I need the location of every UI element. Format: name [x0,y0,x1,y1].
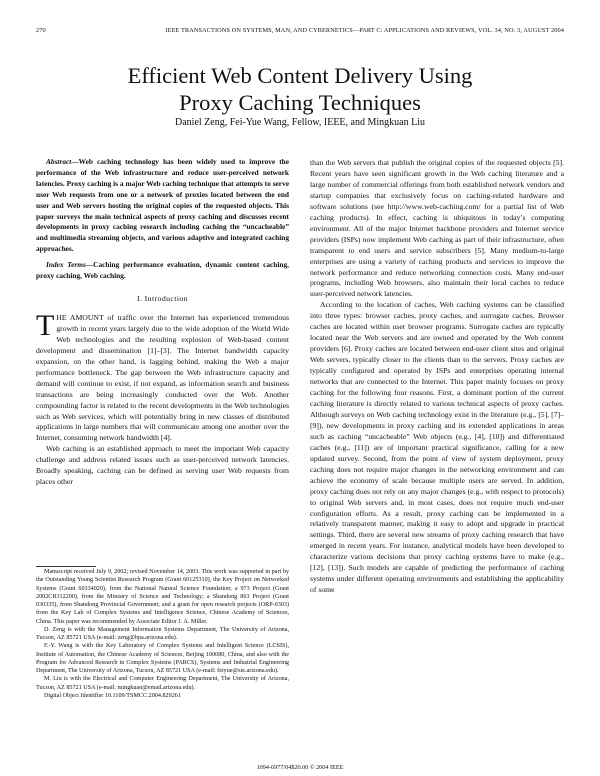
abstract [36,157,289,255]
intro-first-word: HE AMOUNT [56,312,104,322]
intro-paragraph-2: Web caching is an established approach to meet the important Web capacity challenge and address related issues such as user-perceived network latencies. Broadly speaking, caching can be defined as serving user Web requests from places other [36,444,289,487]
index-terms [36,260,289,282]
footnote-author-zeng: D. Zeng is with the Management Information Systems Department, The University of Arizona, Tucson, AZ 85721 USA (e-mail: zeng@bpa.arizona.edu). [36,626,289,641]
left-column [36,157,289,488]
copyright-footer: 1094-6977/04$20.00 © 2004 IEEE [256,764,344,771]
author-line: Daniel Zeng, Fei-Yue Wang, Fellow, IEEE, and Mingkuan Liu [175,117,425,128]
intro-paragraph-1-text: of traffic over the Internet has experienced tremendous growth in recent years largely due to the wide adoption of the World Wide Web technologies and the resulting explosion of Web-based content development and dissemination [1]–[3]. The Internet bandwidth capacity expansion, on the other hand, is lagging behind, making the Web a major performance bottleneck. The gap between the Web infrastructure capacity and demand will continue to exist, if not expand, as information search and business transactions are being increasingly conducted over the Web. Another compounding factor is related to the recent developments in the Web technologies such as Web services, which will potentially bring in new classes of distributed applications in large numbers that will communicate among one another over the Internet, consuming network bandwidth [4]. [36,312,289,443]
page-number: 270 [36,27,46,34]
index-terms-label: Index Terms [46,260,86,270]
paper-title: Efficient Web Content Delivery Using Proxy Caching Techniques [127,63,473,115]
drop-cap: T [36,308,55,342]
journal-running-head: IEEE TRANSACTIONS ON SYSTEMS, MAN, AND CYBERNETICS—PART C: APPLICATIONS AND REVIEWS, VOL. 34, NO. 3, AUGUST 2004 [165,27,564,34]
footnotes [36,568,289,700]
footnote-author-liu: M. Liu is with the Electrical and Computer Engineering Department, The University of Arizona, Tucson, AZ 85721 USA (e-mail: mingkuan@email.arizona.edu). [36,676,289,691]
footnote-doi: Digital Object Identifier 10.1109/TSMCC.2004.829261 [44,692,181,699]
body-paragraph-2: According to the location of caches, Web caching systems can be classified into three types: browser caches, proxy caches, and surrogate caches. Browser caches are located within user browser programs. Surrogate caches are typically located near the Web servers and are owned and operated by the Web content providers [6]. Proxy caches are located between end-user client sites and original Web servers, typically closer to the clients than to the servers. Proxy caches are typically configured and operated by ISPs and enterprises operating internal networks that are connected to the Internet. This paper mainly focuses on proxy caching for the following four reasons. First, a dominant portion of the current caching literature is directly related to various technical aspects of proxy caches. Although surveys on Web caching technology exist in the literature (e.g., [5], [7]–[9]), new developments in proxy caching and its extended applications in areas such as caching “uncacheable” Web objects (e.g., [4], [10]) and differentiated caches (e.g., [11]) are of important practical significance, calling for a new updated survey. Second, from the point of view of system deployment, proxy caching does not require major changes in the networking environment and can achieve the economy of scale because multiple users are served. In addition, proxy caching does not rely on any major changes (e.g., with respect to protocols) to original Web servers and, in most cases, does not require much end-user configuration efforts. As a result, proxy caching can be implemented in a relatively transparent manner, making it easy to adopt and upgrade in practical settings. Third, there are several new streams of proxy caching research that have emerged in recent years. For instance, analytical models have been developed to characterize various decisions that proxy caching systems have to make (e.g., [12], [13]). Such models are capable of predicting the performance of caching systems under different operating environments and establishing the applicability of some [310,300,564,595]
abstract-label: Abstract [46,157,72,166]
body-paragraph-1: than the Web servers that publish the original copies of the requested objects [5]. Recent years have seen significant growth in the Web caching literature and a large number of commercial offerings from both established network vendors and startup companies that exclusively focus on caching-related hardware and software solutions (see http://www.web-caching.com/ for a partial list of Web caching products). In effect, caching is ubiquitous in today’s computing environment. All of the major Internet backbone providers and Internet service providers (ISPs) now implement Web caching as part of their infrastructure, often transparent to end users and service subscribers [5]. Many medium-to-large enterprises are using a variety of caching products and services to improve the network performance and reduce networking connection costs. Many end-user programs, including Web browsers, also maintain their local caches to reduce user-perceived network latencies. [310,158,564,299]
index-terms-text: —Caching performance evaluation, dynamic content caching, proxy caching, Web caching. [36,260,289,281]
abstract-text: —Web caching technology has been widely used to improve the performance of the Web infrastructure and reduce user-perceived network latencies. Proxy caching is a major Web caching technique that attempts to serve user Web requests from one or a network of proxies located between the end user and Web servers hosting the original copies of the requested objects. This paper surveys the main technical aspects of proxy caching and discusses recent developments in proxy caching research including caching the “uncacheable” and multimedia streaming objects, and various adaptive and integrated caching approaches. [36,157,289,254]
footnote-author-wang: F.-Y. Wang is with the Key Laboratory of Complex Systems and Intelligent Science (LCSIS), Institute of Automation, the Chinese Academy of Sciences, Beijing 100080, China, and also with the Program for Advanced Research in Complex Systems (PARCS), Systems and Industrial Engineering Department, The University of Arizona, Tucson, AZ 85721 USA (e-mail: feiyue@sie.arizona.edu). [36,643,289,674]
footnote-manuscript: Manuscript received July 9, 2002; revised November 14, 2003. This work was supported in part by the Outstanding Young Scientist Research Program (Grant 60125310), the Key Project on Networked Systems (Grant 60334020), from the National Natural Science Foundation; a 973 Project (Grant 2002CB312200), from the Ministry of Science and Technology; a Shandong 863 Project (Grant 030335), from Shandong Provincial Government; and a grant for open research projects (ORP-0303) from the Key Lab of Complex Systems and Intelligence Science, Chinese Academy of Sciences, China. This paper was recommended by Associate Editor J. A. Miller. [36,569,289,625]
running-header [36,27,564,39]
right-column [310,158,564,596]
section-heading-introduction: I. Introduction [136,293,189,303]
intro-paragraph-1 [36,308,289,444]
footnote-divider [36,566,96,567]
